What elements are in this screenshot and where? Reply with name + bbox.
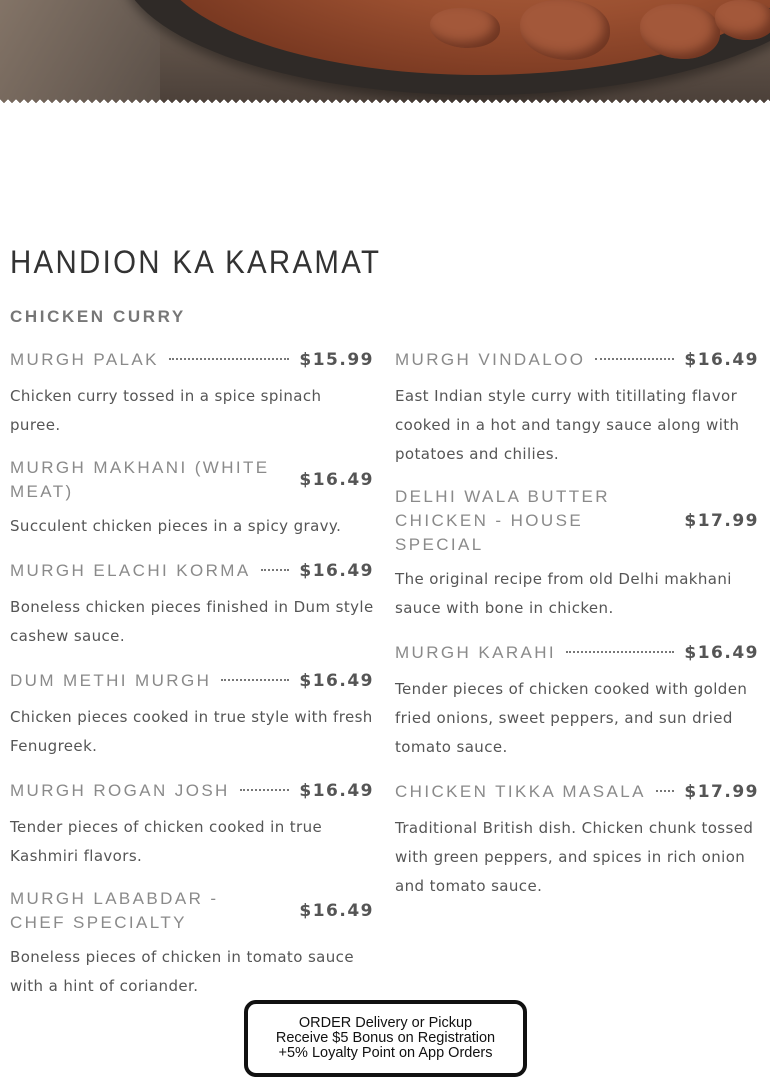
menu-item [10, 557, 374, 651]
item-name: DUM METHI MURGH [10, 671, 212, 690]
item-description: Chicken curry tossed in a spice spinach puree. [10, 387, 322, 434]
hero-food-image [0, 0, 770, 108]
item-name: MURGH ELACHI KORMA [10, 561, 251, 580]
item-name: MURGH LABABDAR - CHEF SPECIALTY [10, 889, 219, 932]
order-app-button[interactable] [244, 1000, 527, 1077]
item-name: MURGH MAKHANI (WHITE MEAT) [10, 458, 270, 501]
item-name: MURGH PALAK [10, 350, 159, 369]
zigzag-edge [0, 98, 770, 108]
item-name: MURGH KARAHI [395, 643, 557, 662]
dotted-leader [221, 679, 289, 681]
item-price: $16.49 [684, 643, 759, 663]
order-line-1: ORDER Delivery or Pickup [298, 1015, 473, 1031]
subsection-title: CHICKEN CURRY [10, 307, 186, 326]
item-price: $17.99 [684, 782, 759, 802]
dotted-leader [566, 651, 674, 653]
item-description: Boneless pieces of chicken in tomato sauce with a hint of coriander. [10, 948, 354, 995]
item-description: Traditional British dish. Chicken chunk tossed with green peppers, and spices in rich onion and tomato sauce. [395, 819, 754, 895]
menu-item [10, 346, 374, 440]
item-description: Boneless chicken pieces finished in Dum style cashew sauce. [10, 598, 374, 645]
dotted-leader [169, 358, 290, 360]
item-price: $16.49 [299, 561, 374, 581]
item-price: $17.99 [684, 511, 759, 531]
item-price: $16.49 [299, 781, 374, 801]
menu-column-right [395, 346, 759, 917]
menu-item [395, 778, 759, 901]
order-line-2: Receive $5 Bonus on Registration [275, 1030, 496, 1046]
dotted-leader [261, 569, 290, 571]
item-price: $16.49 [299, 671, 374, 691]
item-description: Chicken pieces cooked in true style with fresh Fenugreek. [10, 708, 373, 755]
menu-item [10, 887, 374, 1001]
dotted-leader [240, 789, 290, 791]
order-line-3: +5% Loyalty Point on App Orders [278, 1045, 493, 1061]
section-title: HANDION KA KARAMAT [10, 244, 382, 280]
item-description: East Indian style curry with titillating flavor cooked in a hot and tangy sauce along with potatoes and chilies. [395, 387, 740, 463]
item-name: MURGH VINDALOO [395, 350, 586, 369]
item-description: Tender pieces of chicken cooked in true Kashmiri flavors. [10, 818, 323, 865]
menu-column-left [10, 346, 374, 1017]
item-name: CHICKEN TIKKA MASALA [395, 782, 646, 801]
dotted-leader [656, 790, 675, 792]
menu-item [395, 639, 759, 762]
menu-item [10, 777, 374, 871]
item-description: The original recipe from old Delhi makhani sauce with bone in chicken. [395, 570, 732, 617]
menu-item [395, 346, 759, 469]
item-price: $16.49 [299, 470, 374, 490]
item-description: Succulent chicken pieces in a spicy gravy. [10, 517, 342, 535]
item-price: $16.49 [299, 901, 374, 921]
wooden-board [0, 0, 160, 108]
item-price: $15.99 [299, 350, 374, 370]
item-name: DELHI WALA BUTTER CHICKEN - HOUSE SPECIAL [395, 487, 610, 554]
item-price: $16.49 [684, 350, 759, 370]
item-description: Tender pieces of chicken cooked with golden fried onions, sweet peppers, and sun dried tomato sauce. [395, 680, 748, 756]
menu-item [10, 667, 374, 761]
menu-item [395, 485, 759, 623]
dotted-leader [595, 358, 674, 360]
menu-item [10, 456, 374, 541]
item-name: MURGH ROGAN JOSH [10, 781, 230, 800]
